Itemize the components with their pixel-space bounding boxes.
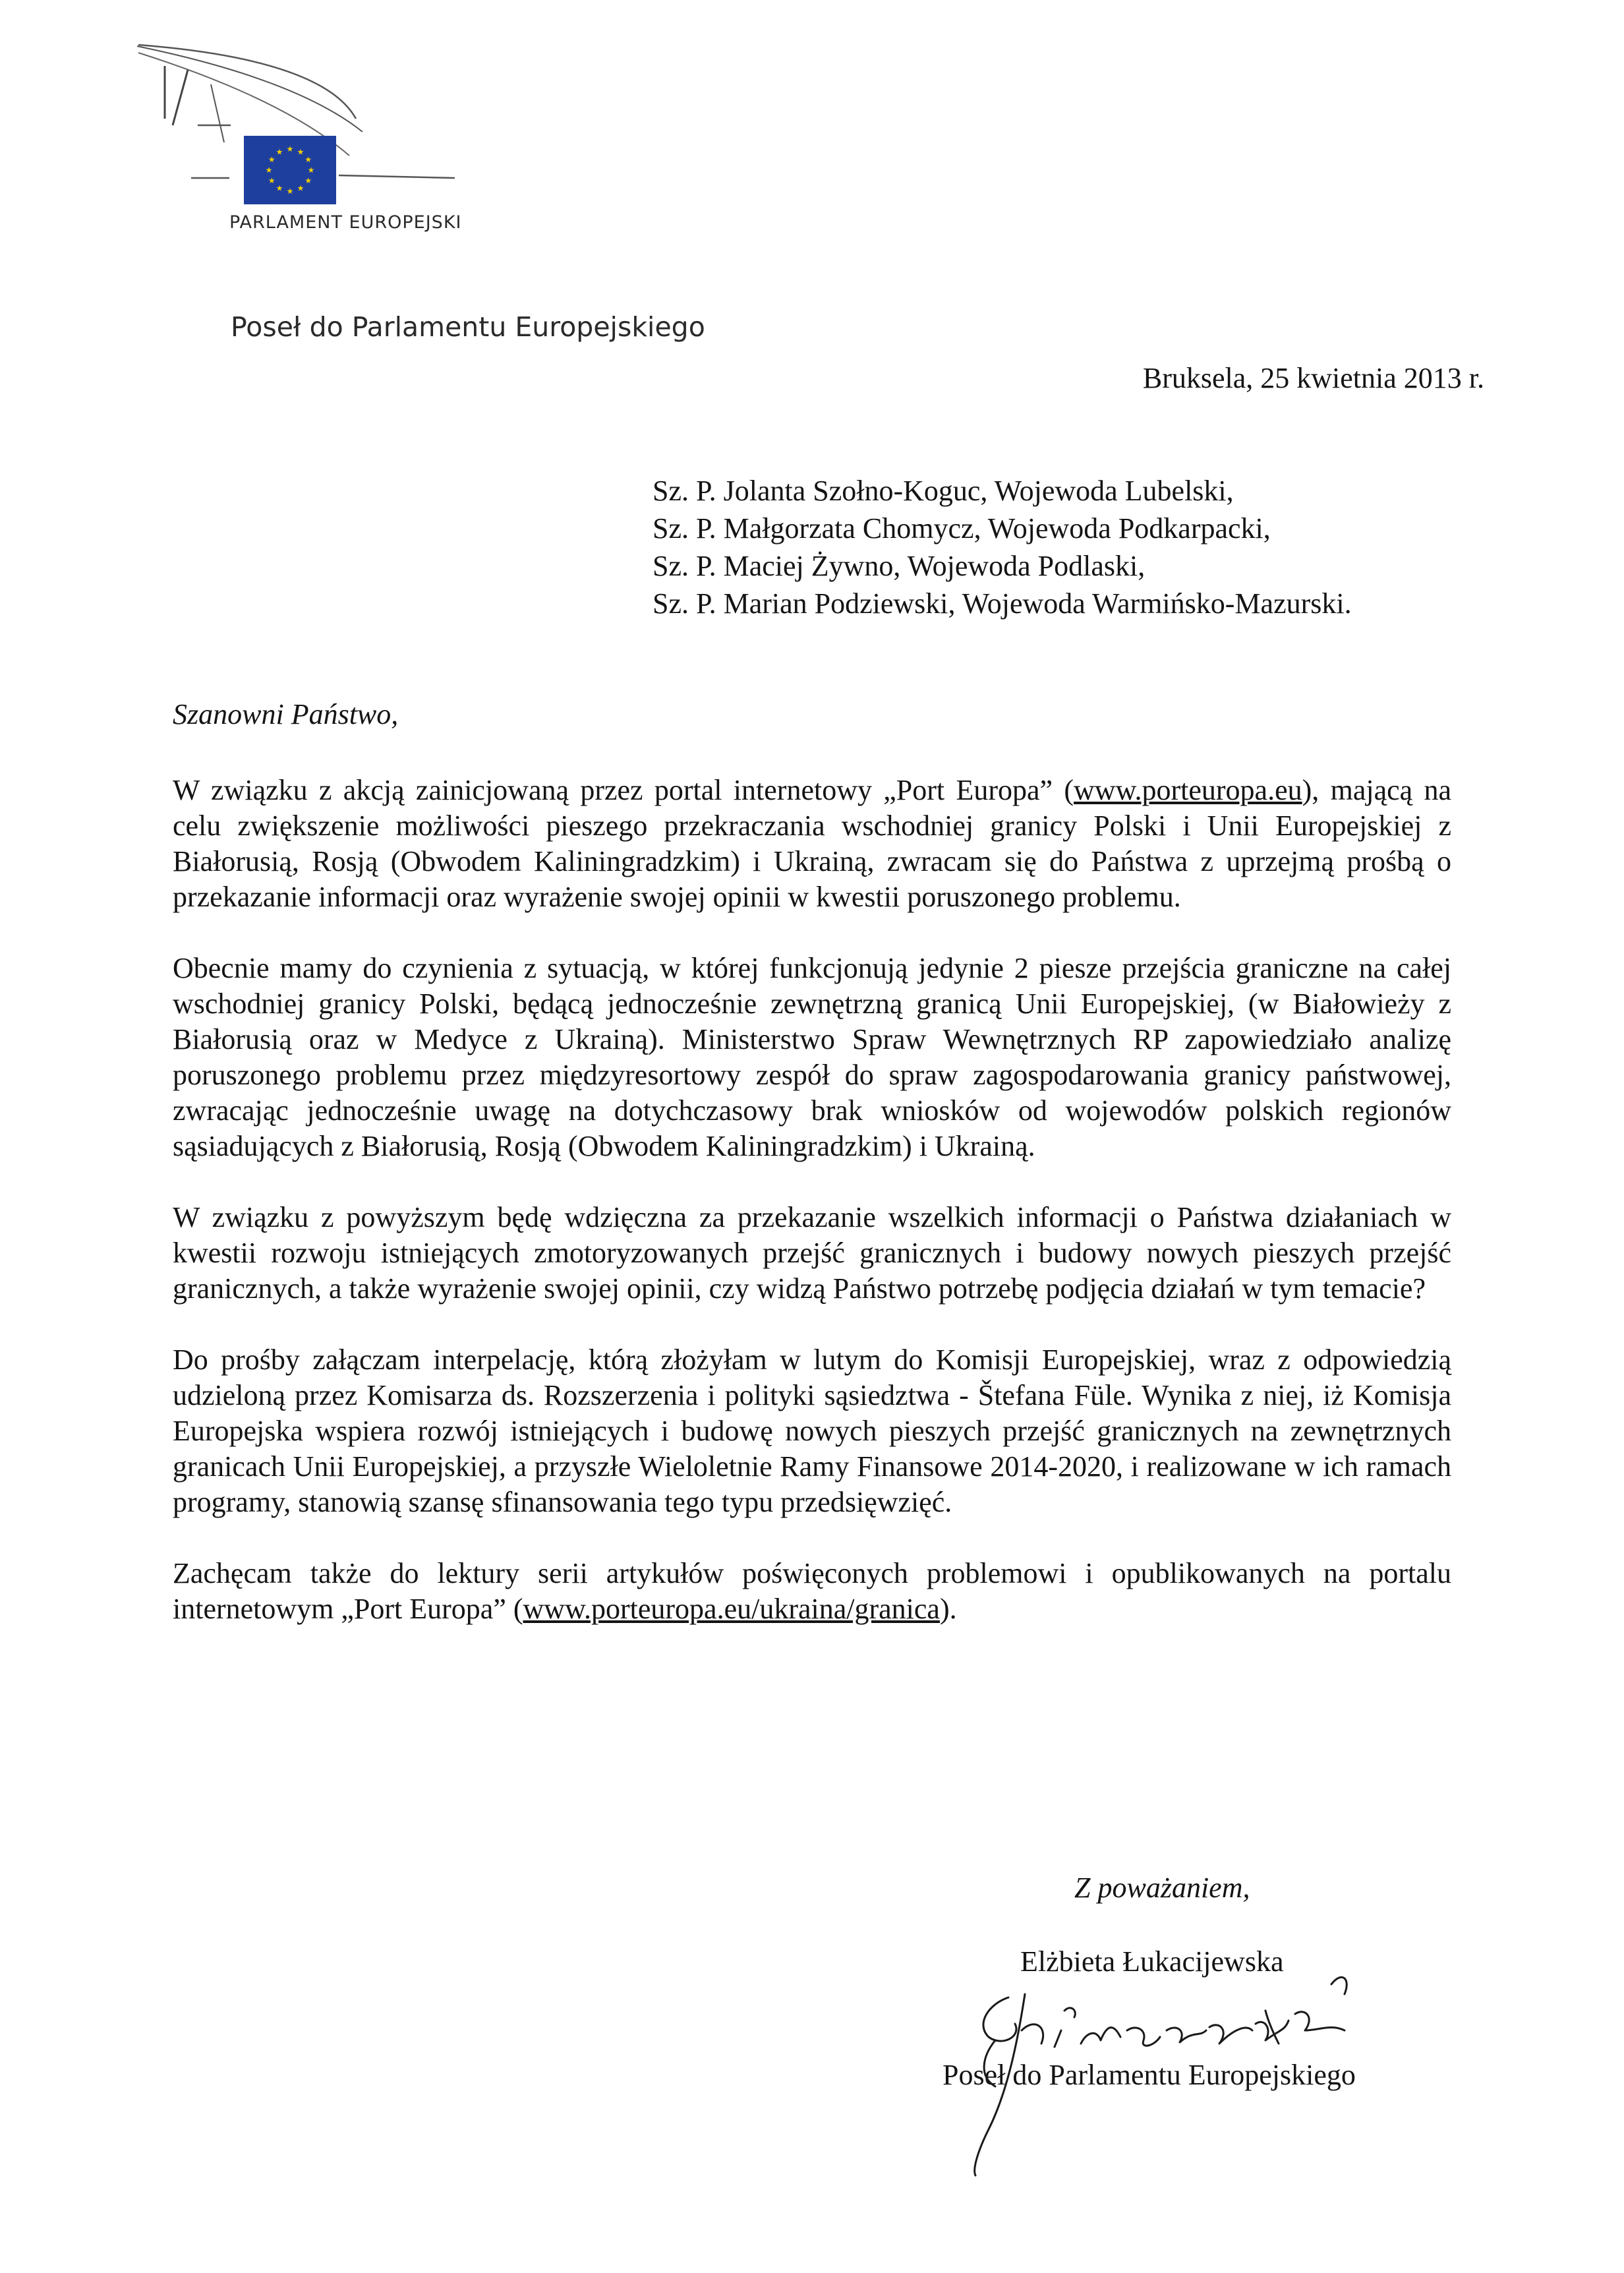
body-paragraph: W związku z akcją zainicjowaną przez portal internetowy „Port Europa” (www.porteuropa.eu), mającą na celu zwiększenie możliwości pieszego przekraczania wschodniej granicy Polski i Unii Europejskiej z Białorusią, Rosją (Obwodem Kaliningradzkim) i Ukrainą, zwracam się do Państwa z uprzejmą prośbą o przekazanie informacji oraz wyrażenie swojej opinii w kwestii poruszonego problemu.	[173, 774, 1451, 913]
signatory-name: Elżbieta Łukacijewska	[1020, 1945, 1284, 1978]
salutation: Szanowni Państwo,	[173, 698, 399, 730]
flag-star-icon: ★	[265, 165, 273, 175]
date-line: Bruksela, 25 kwietnia 2013 r.	[1142, 362, 1484, 394]
flag-star-icon: ★	[268, 176, 276, 185]
flag-star-icon: ★	[304, 176, 312, 185]
body-paragraph: Do prośby załączam interpelację, którą złożyłam w lutym do Komisji Europejskiej, wraz z odpowiedzią udzieloną przez Komisarza ds. Rozszerzenia i polityki sąsiedztwa - Štefana Füle. Wynika z niej, iż Komisja Europejska wspiera rozwój istniejących i budowę nowych pieszych przejść granicznych na zewnętrznych granicach Unii Europejskiej, a przyszłe Wieloletnie Ramy Finansowe 2014-2020, i realizowane w ich ramach programy, stanowią szansę sfinansowania tego typu przedsięwzięć.	[173, 1343, 1451, 1518]
flag-star-icon: ★	[268, 155, 276, 164]
european-parliament-logo-icon	[125, 26, 494, 224]
flag-star-icon: ★	[307, 165, 315, 175]
signatory-title: Poseł do Parlamentu Europejskiego	[942, 2059, 1356, 2091]
handwritten-signature-icon	[910, 1932, 1463, 2182]
flag-star-icon: ★	[304, 155, 312, 164]
flag-star-icon: ★	[286, 187, 294, 196]
body-paragraph: W związku z powyższym będę wdzięczna za przekazanie wszelkich informacji o Państwa działaniach w kwestii rozwoju istniejących zmotoryzowanych przejść granicznych i budowy nowych pieszych przejść granicznych, a także wyrażenie swojej opinii, czy widzą Państwo potrzebę podjęcia działań w tym temacie?	[173, 1201, 1451, 1305]
body-paragraph: Obecnie mamy do czynienia z sytuacją, w której funkcjonują jedynie 2 piesze przejścia graniczne na całej wschodniej granicy Polski, będącą jednocześnie zewnętrzną granicą Unii Europejskiej, (w Białowieży z Białorusią oraz w Medyce z Ukrainą). Ministerstwo Spraw Wewnętrznych RP zapowiedziało analizę poruszonego problemu przez międzyresortowy zespół do spraw zagospodarowania granicy państwowej, zwracając jednocześnie uwagę na dotychczasowy brak wniosków od wojewodów polskich regionów sąsiadujących z Białorusią, Rosją (Obwodem Kaliningradzkim) i Ukrainą.	[173, 952, 1451, 1162]
recipient-line: Sz. P. Jolanta Szołno-Koguc, Wojewoda Lubelski,	[652, 475, 1234, 507]
flag-star-icon: ★	[297, 183, 304, 193]
closing: Z poważaniem,	[1074, 1872, 1250, 1904]
flag-star-icon: ★	[276, 147, 283, 157]
recipient-list	[652, 472, 1352, 622]
flag-star-icon: ★	[297, 147, 304, 157]
recipient-line: Sz. P. Maciej Żywno, Wojewoda Podlaski,	[652, 550, 1146, 582]
letterhead-title: Poseł do Parlamentu Europejskiego	[231, 311, 705, 343]
porteuropa-link[interactable]: www.porteuropa.eu	[1074, 774, 1302, 806]
recipient-line: Sz. P. Marian Podziewski, Wojewoda Warmińsko-Mazurski.	[652, 587, 1352, 620]
flag-star-icon: ★	[286, 144, 294, 154]
recipient-line: Sz. P. Małgorzata Chomycz, Wojewoda Podkarpacki,	[652, 512, 1271, 545]
letter-body	[173, 773, 1451, 1663]
porteuropa-granica-link[interactable]: www.porteuropa.eu/ukraina/granica	[523, 1593, 940, 1625]
body-paragraph: Zachęcam także do lektury serii artykułów poświęconych problemowi i opublikowanych na portalu internetowym „Port Europa” (www.porteuropa.eu/ukraina/granica).	[173, 1557, 1451, 1625]
organization-name: PARLAMENT EUROPEJSKI	[229, 212, 462, 233]
flag-star-icon: ★	[276, 183, 283, 193]
